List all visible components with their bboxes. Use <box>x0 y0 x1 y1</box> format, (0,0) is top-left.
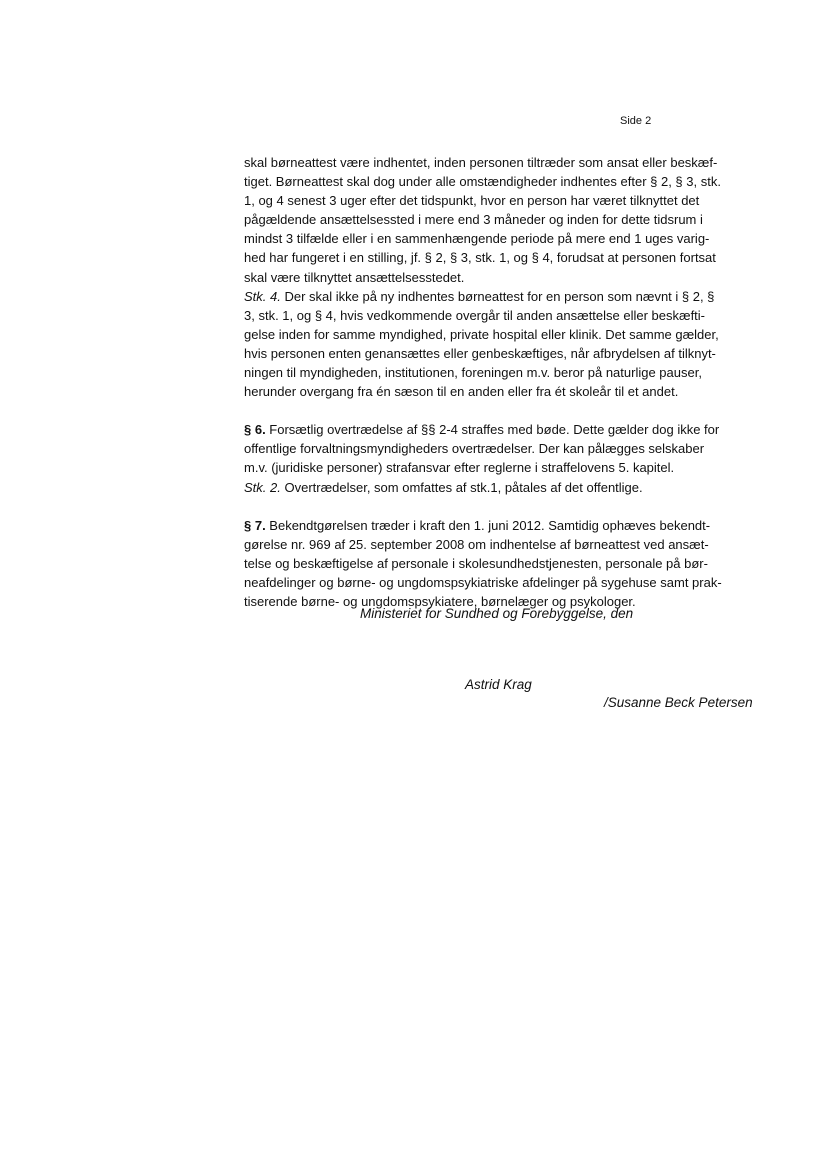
text-line: tiserende børne- og ungdomspsykiatere, børnelæger og psykologer. <box>244 593 636 609</box>
paragraph-section-6 <box>244 420 764 496</box>
text-line: skal børneattest være indhentet, inden personen tiltræder som ansat eller beskæf- <box>244 155 718 170</box>
section-7-text: Bekendtgørelsen træder i kraft den 1. juni 2012. Samtidig ophæves bekendt- <box>265 517 711 533</box>
cosigner-name: /Susanne Beck Petersen <box>604 695 753 710</box>
text-line: offentlige forvaltningsmyndigheders overtrædelser. Der kan pålægges selskaber <box>244 441 705 457</box>
signer-name: Astrid Krag <box>465 677 532 692</box>
text-line-section-6 <box>244 420 764 439</box>
text-line: 3, stk. 1, og § 4, hvis vedkommende overgår til anden ansættelse eller beskæfti- <box>244 307 706 323</box>
text-line: neafdelinger og børne- og ungdomspsykiatriske afdelinger på sygehuse samt prak- <box>244 574 722 590</box>
stk2-text: Overtrædelser, som omfattes af stk.1, påtales af det offentlige. <box>280 479 643 495</box>
text-line-stk2 <box>244 478 764 497</box>
text-line: pågældende ansættelsessted i mere end 3 måneder og inden for dette tidsrum i <box>244 212 703 228</box>
text-line: herunder overgang fra én sæson til en anden eller fra ét skoleår til et andet. <box>244 384 679 400</box>
text-line: gørelse nr. 969 af 25. september 2008 om indhentelse af børneattest ved ansæt- <box>244 536 709 552</box>
text-line: hvis personen enten genansættes eller genbeskæftiges, når afbrydelsen af tilknyt- <box>244 345 716 361</box>
text-line: mindst 3 tilfælde eller i en sammenhængende periode på mere end 1 uges varig- <box>244 231 710 247</box>
document-body <box>244 153 764 611</box>
text-line: telse og beskæftigelse af personale i skolesundhedstjenesten, personale på bør- <box>244 555 708 571</box>
text-line: gelse inden for samme myndighed, private hospital eller klinik. Det samme gælder, <box>244 326 719 342</box>
text-line-section-7 <box>244 516 764 535</box>
paragraph-stk3-continuation <box>244 153 764 401</box>
stk2-label: Stk. 2. <box>244 479 281 495</box>
text-line: m.v. (juridiske personer) strafansvar efter reglerne i straffelovens 5. kapitel. <box>244 460 675 476</box>
section-6-mark: § 6. <box>244 422 266 438</box>
text-line: tiget. Børneattest skal dog under alle omstændigheder indhentes efter § 2, § 3, stk. <box>244 174 721 190</box>
page-number: Side 2 <box>620 115 652 127</box>
text-line: ningen til myndigheden, institutionen, foreningen m.v. beror på naturlige pauser, <box>244 365 702 381</box>
stk4-label: Stk. 4. <box>244 288 281 304</box>
ministry-signature-line: Ministeriet for Sundhed og Forebyggelse, den <box>360 606 634 621</box>
text-line: hed har fungeret i en stilling, jf. § 2, § 3, stk. 1, og § 4, forudsat at personen fortsat <box>244 250 716 266</box>
section-6-text: Forsætlig overtrædelse af §§ 2-4 straffes med bøde. Dette gælder dog ikke for <box>265 422 720 438</box>
stk4-text: Der skal ikke på ny indhentes børneattest for en person som nævnt i § 2, § <box>280 288 715 304</box>
text-line-stk4 <box>244 287 764 306</box>
text-line: skal være tilknyttet ansættelsesstedet. <box>244 269 465 285</box>
section-7-mark: § 7. <box>244 517 266 533</box>
text-line: 1, og 4 senest 3 uger efter det tidspunkt, hvor en person har været tilknyttet det <box>244 193 700 209</box>
paragraph-section-7 <box>244 516 764 611</box>
